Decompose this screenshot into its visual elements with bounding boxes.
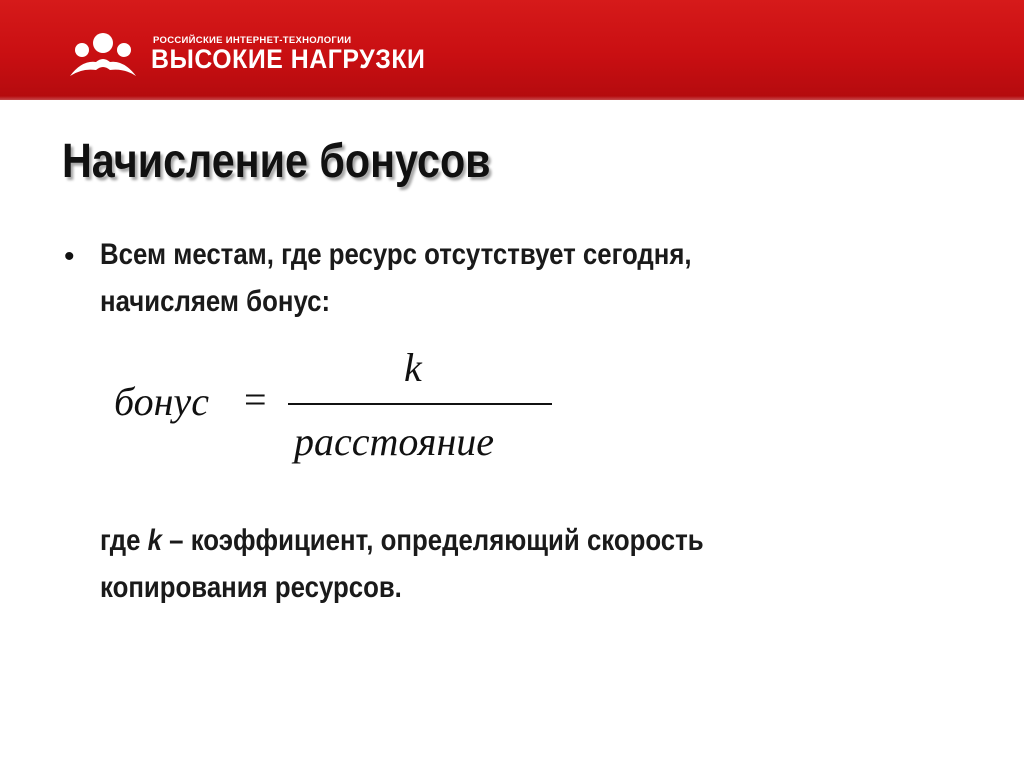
formula-equals: = — [244, 377, 267, 422]
note-k-symbol: k — [147, 524, 163, 557]
formula-lhs: бонус — [114, 379, 209, 424]
brand-tagline: РОССИЙСКИЕ ИНТЕРНЕТ-ТЕХНОЛОГИИ — [153, 35, 352, 46]
formula-denominator: расстояние — [294, 419, 495, 464]
note-line-2: копирования ресурсов. — [100, 571, 402, 604]
bullet-text-line-2: начисляем бонус: — [100, 285, 331, 318]
formula-fraction-bar — [288, 403, 552, 405]
note-line-1-rest: – коэффициент, определяющий скорость — [162, 524, 704, 557]
note-line-1 — [100, 524, 704, 558]
header-band — [0, 0, 1024, 100]
slide-title: Начисление бонусов — [62, 135, 491, 188]
note-prefix: где — [100, 524, 148, 557]
formula-numerator: k — [404, 345, 422, 390]
bullet-glyph: • — [64, 240, 75, 273]
brand-name: ВЫСОКИЕ НАГРУЗКИ — [151, 44, 426, 74]
bullet-text-line-1: Всем местам, где ресурс отсутствует сегодня, — [100, 238, 692, 271]
three-people-icon — [66, 32, 140, 78]
